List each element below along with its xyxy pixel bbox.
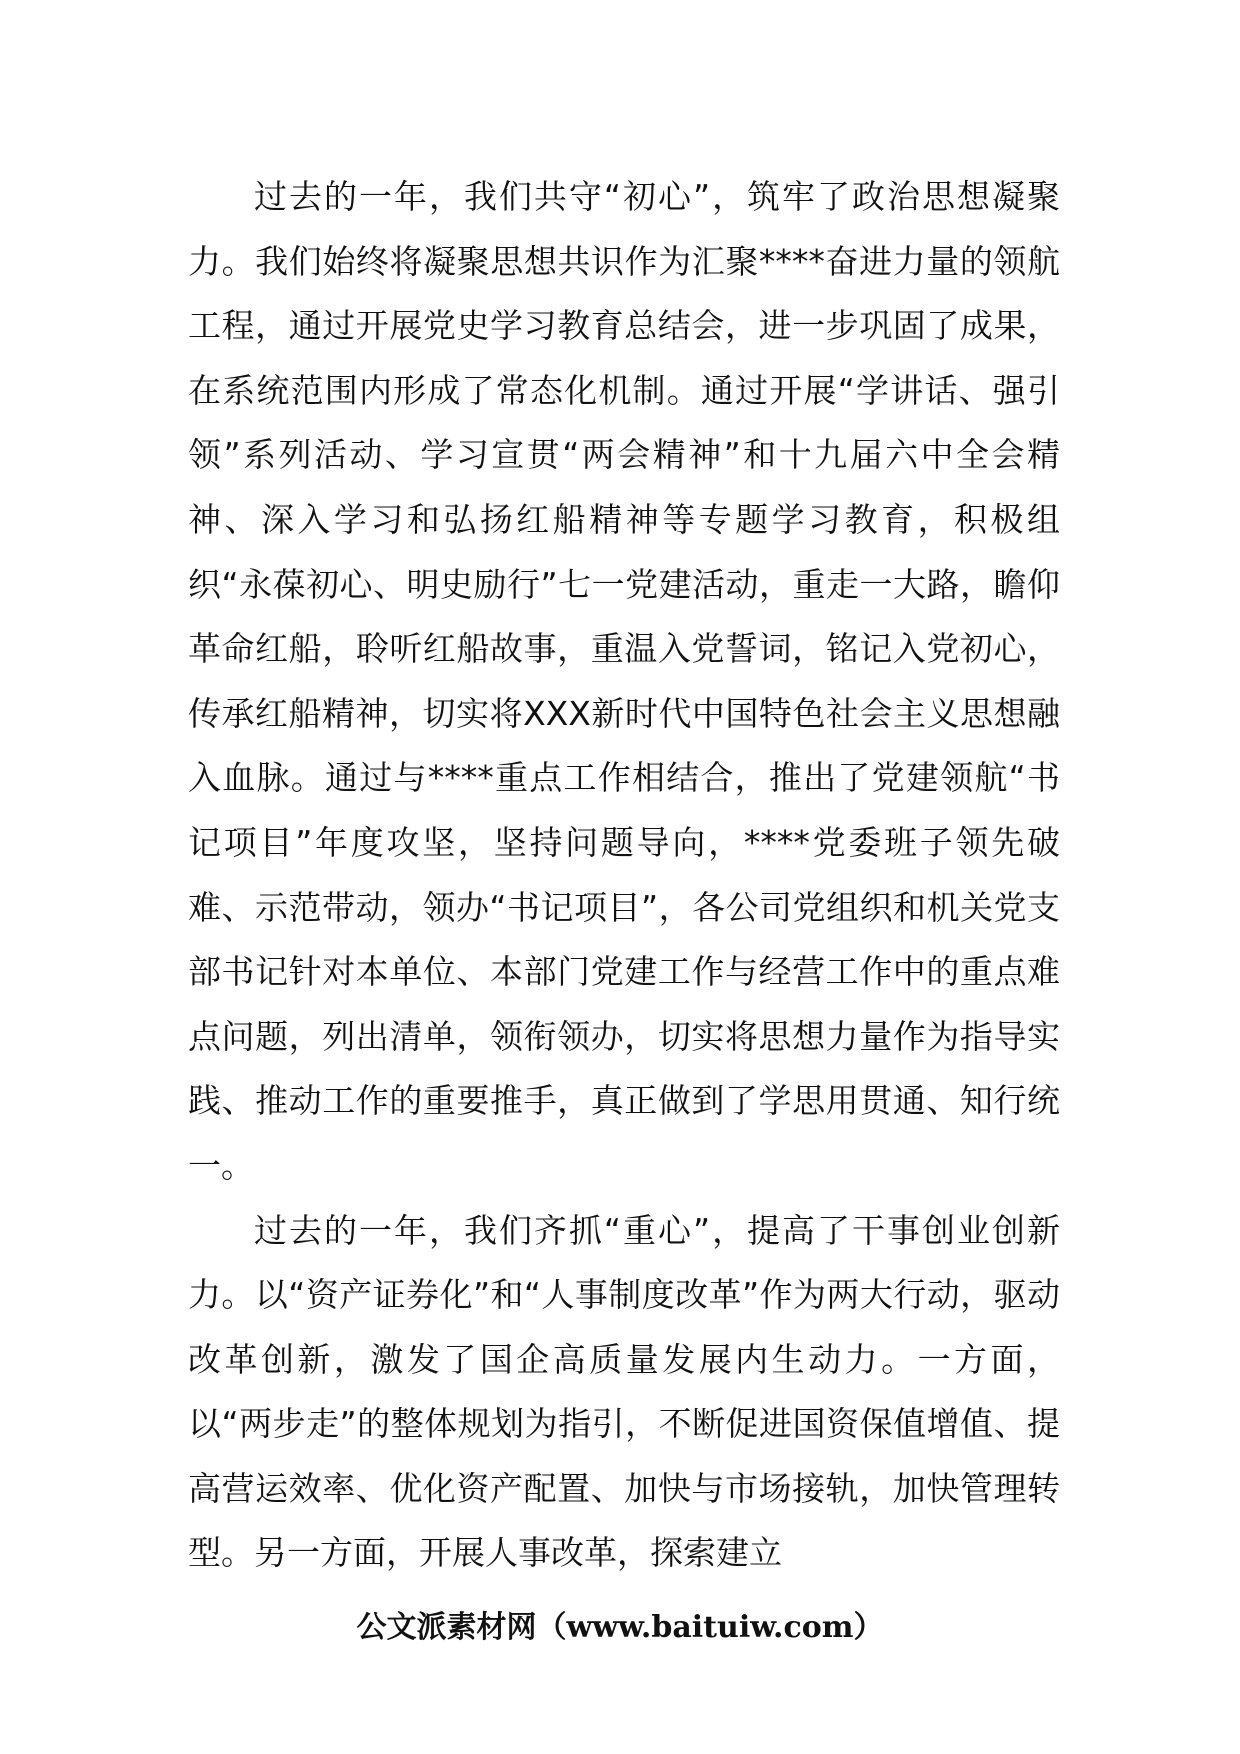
- footer-watermark[interactable]: 公文派素材网（www.baituiw.com）: [356, 1610, 884, 1645]
- document-body: [188, 165, 1060, 1586]
- paragraph-2: 过去的一年，我们齐抓“重心”，提高了干事创业创新力。以“资产证券化”和“人事制度改革”作为两大行动，驱动改革创新，激发了国企高质量发展内生动力。一方面，以“两步走”的整体规划为指引，不断促进国资保值增值、提高营运效率、优化资产配置、加快与市场接轨，加快管理转型。另一方面，开展人事改革，探索建立: [188, 1210, 1060, 1573]
- paragraph-1: 过去的一年，我们共守“初心”，筑牢了政治思想凝聚力。我们始终将凝聚思想共识作为汇聚****奋进力量的领航工程，通过开展党史学习教育总结会，进一步巩固了成果，在系统范围内形成了常态化机制。通过开展“学讲话、强引领”系列活动、学习宣贯“两会精神”和十九届六中全会精神、深入学习和弘扬红船精神等专题学习教育，积极组织“永葆初心、明史励行”七一党建活动，重走一大路，瞻仰革命红船，聆听红船故事，重温入党誓词，铭记入党初心，传承红船精神，切实将XXX新时代中国特色社会主义思想融入血脉。通过与****重点工作相结合，推出了党建领航“书记项目”年度攻坚，坚持问题导向，****党委班子领先破难、示范带动，领办“书记项目”，各公司党组织和机关党支部书记针对本单位、本部门党建工作与经营工作中的重点难点问题，列出清单，领衔领办，切实将思想力量作为指导实践、推动工作的重要推手，真正做到了学思用贯通、知行统一。: [188, 177, 1060, 1185]
